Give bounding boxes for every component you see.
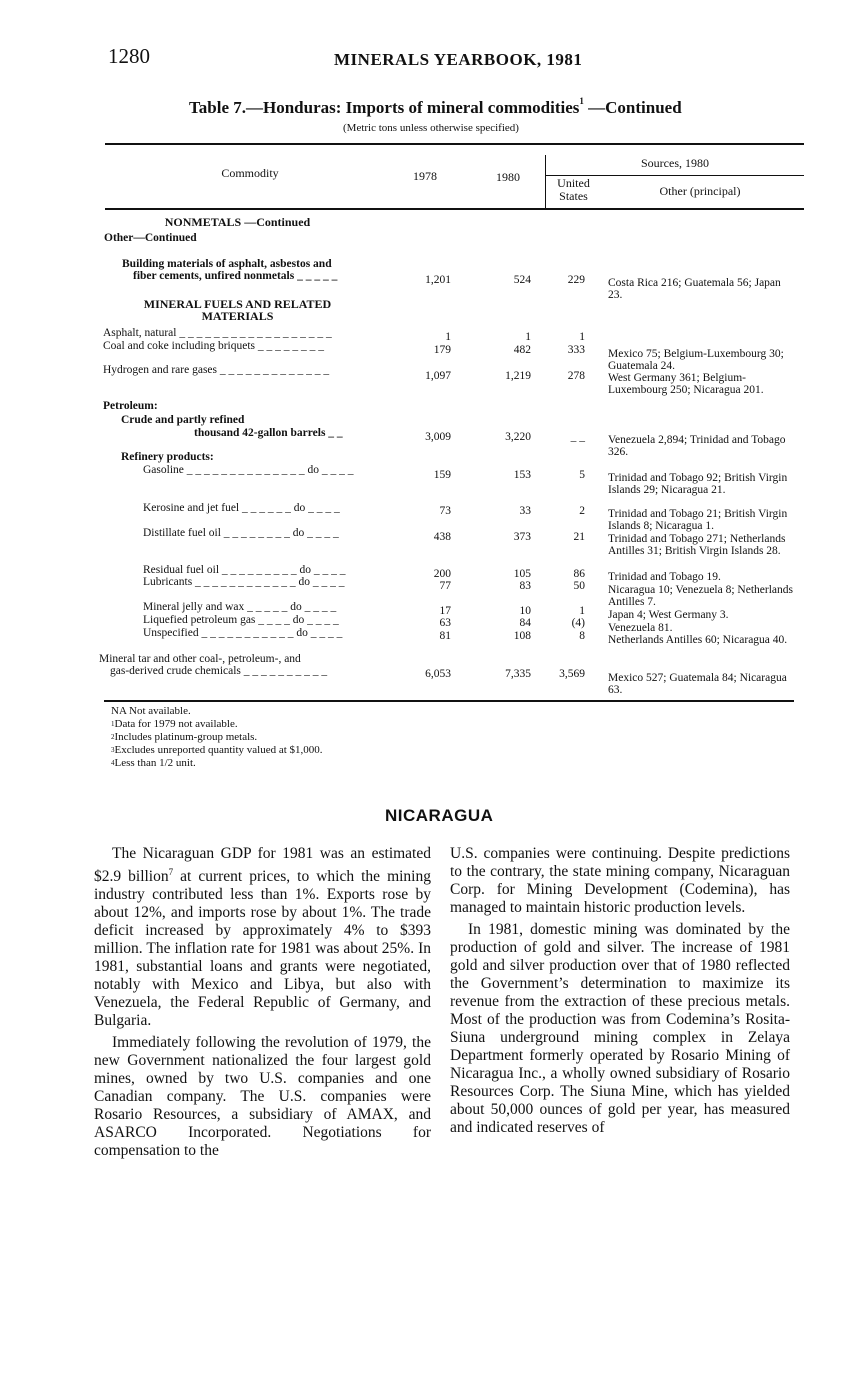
row-1978: 438: [433, 531, 451, 543]
row-label: Asphalt, natural _ _ _ _ _ _ _ _ _ _ _ _ _ _ _ _ _ _: [103, 327, 332, 339]
row-1978: 73: [439, 505, 451, 517]
row-label-line1: Mineral tar and other coal-, petroleum-, and: [99, 653, 301, 665]
row-1978: 1: [445, 331, 451, 343]
footnote: $^4$Less than 1/2 unit.: [111, 757, 196, 769]
row-label: Kerosine and jet fuel _ _ _ _ _ _ do _ _ _ _: [143, 502, 340, 514]
row-1978: 77: [439, 580, 451, 592]
footnote-ref: 7: [168, 867, 174, 877]
table-title-text: Table 7.—Honduras: Imports of mineral commodities: [189, 98, 580, 117]
row-1978: 200: [433, 568, 451, 580]
row-us: 5: [579, 469, 585, 481]
row-other: Trinidad and Tobago 21; British Virgin Islands 8; Nicaragua 1.: [608, 508, 788, 532]
paragraph: In 1981, domestic mining was dominated by the production of gold and silver. The increase of 1981 gold and silver production over that of 1980 reflected the Government’s determination to maximize its revenue from the extraction of these precious metals. Most of the production was from Codemina’s Rosita-Siuna underground mining complex in Zelaya Department formerly operated by Rosario Mining of Nicaragua Inc., a wholly owned subsidiary of Rosario Resources Corp. The Siuna Mine, which has yielded about 50,000 ounces of gold per year, has measured and indicated reserves of: [450, 921, 790, 1136]
section-fuels-line1: MINERAL FUELS AND RELATED: [143, 297, 332, 311]
col-header-us: United States: [557, 176, 590, 203]
row-1980: 373: [513, 531, 531, 543]
row-other: West Germany 361; Belgium-Luxembourg 250; Nicaragua 201.: [608, 372, 764, 396]
row-label: Gasoline _ _ _ _ _ _ _ _ _ _ _ _ _ _ do _ _ _ _: [143, 464, 354, 476]
row-us: 1: [579, 331, 585, 343]
table-title: [189, 98, 682, 118]
row-other: Japan 4; West Germany 3.: [608, 609, 729, 621]
row-1978: 159: [433, 469, 451, 481]
paragraph: The Nicaraguan GDP for 1981 was an estimated $2.9 billion$^7$ at current prices, to which the mining industry contributed less than 1%. Exports rose by about 12%, and imports rose by about 1%. The trade deficit increased by approximately 4% to $393 million. The inflation rate for 1981 was about 25%. In 1981, substantial loans and grants were negotiated, notably with Mexico and Libya, but also with Venezuela, the Federal Republic of Germany, and Bulgaria.: [94, 845, 431, 1030]
row-us: 278: [567, 370, 585, 382]
row-other: Venezuela 81.: [608, 622, 673, 634]
section-crude: Crude and partly refined: [121, 414, 245, 426]
row-1980: 7,335: [505, 668, 531, 680]
row-1980: 108: [513, 630, 531, 642]
table-subtitle: (Metric tons unless otherwise specified): [343, 122, 519, 134]
paragraph: U.S. companies were continuing. Despite predictions to the contrary, the state mining company, Nicaraguan Corp. for Mining Development (Codemina), has managed to maintain historic production levels.: [450, 845, 790, 916]
row-other: Nicaragua 10; Venezuela 8; Netherlands Antilles 7.: [608, 584, 793, 608]
row-us: 2: [579, 505, 585, 517]
section-nonmetals: NONMETALS —Continued: [164, 215, 311, 229]
table-title-footnote: 1: [579, 96, 584, 106]
row-us: 50: [573, 580, 585, 592]
running-title: MINERALS YEARBOOK, 1981: [334, 50, 583, 69]
row-1980: 482: [513, 344, 531, 356]
footnote: NA Not available.: [111, 705, 191, 717]
section-refinery: Refinery products:: [121, 451, 214, 463]
section-petroleum: Petroleum:: [103, 400, 158, 412]
row-other: Mexico 527; Guatemala 84; Nicaragua 63.: [608, 672, 787, 696]
row-us: 3,569: [559, 668, 585, 680]
page-number: 1280: [108, 44, 150, 68]
body-column-right: [450, 845, 790, 1137]
section-other-continued: Other—Continued: [104, 232, 197, 244]
col-header-1980: 1980: [496, 170, 520, 184]
row-label: Lubricants _ _ _ _ _ _ _ _ _ _ _ _ do _ _ _ _: [143, 576, 345, 588]
row-label: Unspecified _ _ _ _ _ _ _ _ _ _ _ do _ _ _ _: [143, 627, 343, 639]
row-1978: 179: [433, 344, 451, 356]
row-label: Hydrogen and rare gases _ _ _ _ _ _ _ _ _ _ _ _ _: [103, 364, 330, 376]
section-fuels-line2: MATERIALS: [201, 309, 274, 323]
row-1978: 6,053: [425, 668, 451, 680]
row-label: thousand 42-gallon barrels _ _: [194, 427, 343, 439]
row-1980: 3,220: [505, 431, 531, 443]
row-label: Distillate fuel oil _ _ _ _ _ _ _ _ do _ _ _ _: [143, 527, 339, 539]
row-us: _ _: [570, 431, 585, 443]
row-label: Liquefied petroleum gas _ _ _ _ do _ _ _ _: [143, 614, 339, 626]
paragraph: Immediately following the revolution of 1979, the new Government nationalized the four largest gold mines, owned by two U.S. companies and one Canadian company. The U.S. companies were Rosario Resources, a subsidiary of AMAX, and ASARCO Incorporated. Negotiations for compensation to the: [94, 1034, 431, 1160]
footnote: $^2$Includes platinum-group metals.: [111, 731, 258, 743]
row-1980: 1,219: [505, 370, 531, 382]
row-other: Trinidad and Tobago 19.: [608, 571, 721, 583]
body-column-left: [94, 845, 431, 1160]
row-us: 333: [567, 344, 585, 356]
row-1980: 105: [513, 568, 531, 580]
row-other: Trinidad and Tobago 271; Netherlands Antilles 31; British Virgin Islands 28.: [608, 533, 786, 557]
row-other: Costa Rica 216; Guatemala 56; Japan 23.: [608, 277, 781, 301]
row-1980: 153: [513, 469, 531, 481]
row-1978: 81: [439, 630, 451, 642]
row-label: fiber cements, unfired nonmetals _ _ _ _ _: [133, 270, 338, 282]
col-header-1978: 1978: [413, 169, 437, 183]
row-other: Venezuela 2,894; Trinidad and Tobago 326.: [608, 434, 786, 458]
row-other: Trinidad and Tobago 92; British Virgin Islands 29; Nicaragua 21.: [608, 472, 788, 496]
row-other: Netherlands Antilles 60; Nicaragua 40.: [608, 634, 788, 646]
footnote: $^1$Data for 1979 not available.: [111, 718, 238, 730]
header-bottom-rule: [105, 208, 804, 210]
row-us: (4): [571, 617, 585, 629]
row-1980: 33: [519, 505, 531, 517]
row-1978: 17: [439, 605, 451, 617]
row-label-line1: Building materials of asphalt, asbestos and: [122, 258, 332, 270]
row-1978: 63: [439, 617, 451, 629]
table-top-rule: [105, 143, 804, 145]
row-us: 229: [567, 274, 585, 286]
row-us: 1: [579, 605, 585, 617]
col-header-sources: Sources, 1980: [641, 156, 709, 170]
row-label: Coal and coke including briquets _ _ _ _ _ _ _ _: [103, 340, 325, 352]
row-1980: 83: [519, 580, 531, 592]
row-1978: 3,009: [425, 431, 451, 443]
row-other: Mexico 75; Belgium-Luxembourg 30; Guatemala 24.: [608, 348, 784, 372]
row-label: gas-derived crude chemicals _ _ _ _ _ _ _ _ _ _: [110, 665, 328, 677]
table-title-suffix: —Continued: [583, 98, 682, 117]
col-header-other: Other (principal): [659, 184, 741, 198]
section-heading: NICARAGUA: [385, 806, 494, 825]
row-label: Mineral jelly and wax _ _ _ _ _ do _ _ _ _: [143, 601, 337, 613]
row-us: 8: [579, 630, 585, 642]
row-1978: 1,201: [425, 274, 451, 286]
row-us: 86: [573, 568, 585, 580]
row-1980: 10: [519, 605, 531, 617]
row-1980: 84: [519, 617, 531, 629]
row-1978: 1,097: [425, 370, 451, 382]
row-label: Residual fuel oil _ _ _ _ _ _ _ _ _ do _ _ _ _: [143, 564, 346, 576]
col-header-commodity: Commodity: [221, 166, 279, 180]
row-1980: 1: [525, 331, 531, 343]
footnote: $^3$Excludes unreported quantity valued at $1,000.: [111, 744, 323, 756]
row-1980: 524: [513, 274, 531, 286]
row-us: 21: [573, 531, 585, 543]
table-bottom-rule: [104, 700, 794, 702]
